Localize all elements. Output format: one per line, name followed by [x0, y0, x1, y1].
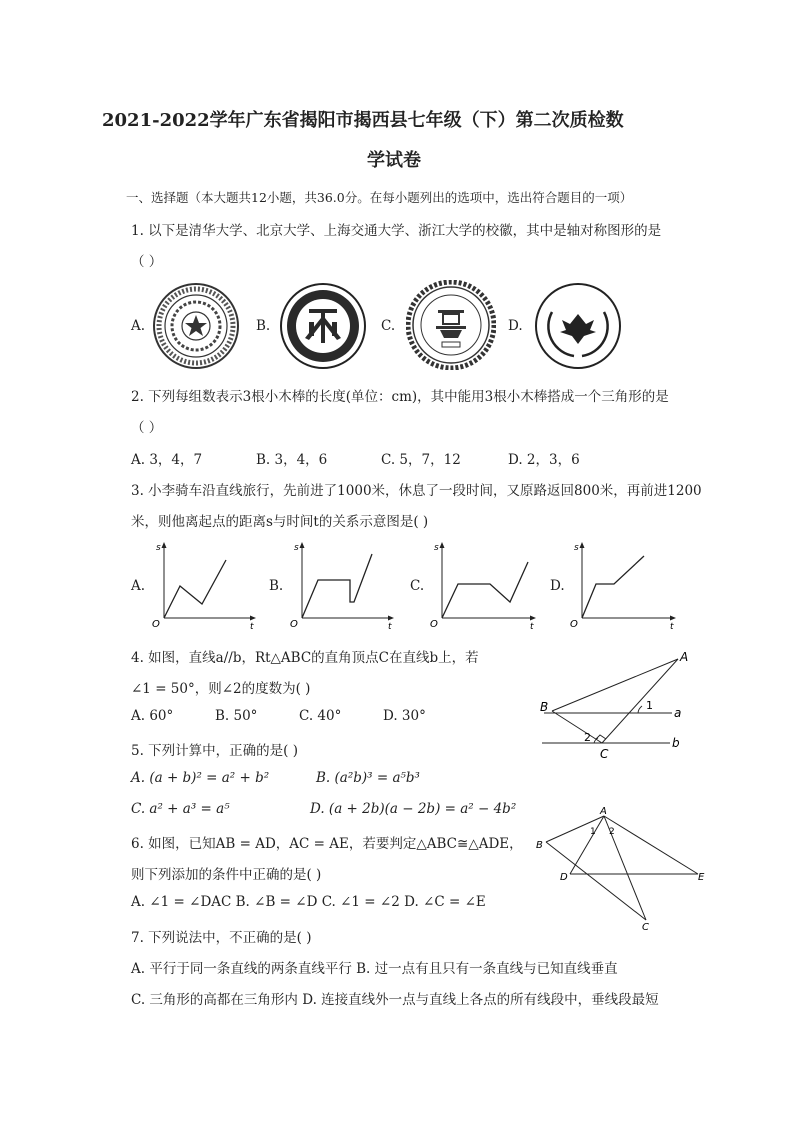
point-b-label: B: [540, 700, 549, 714]
q3-stem-cont: 米，则他离起点的距离s与时间t的关系示意图是( ): [131, 514, 429, 530]
q4-stem-cont: ∠1 = 50°，则∠2的度数为( ): [131, 681, 311, 697]
point-c-label: C: [642, 922, 649, 933]
q4-option-c: C. 40°: [299, 708, 342, 724]
axis-t-label: t: [388, 622, 392, 630]
q5-option-b: B. (a²b)³ = a⁵b³: [316, 770, 420, 786]
origin-label: O: [570, 619, 578, 630]
q3-label-b: B.: [269, 578, 284, 594]
q4-option-d: D. 30°: [383, 708, 426, 724]
q4-stem: 4. 如图，直线a//b，Rt△ABC的直角顶点C在直线b上，若: [131, 650, 479, 666]
q3-graph-d: [568, 538, 680, 630]
axis-s-label: s: [574, 543, 579, 553]
q6-stem-cont: 则下列添加的条件中正确的是( ): [131, 867, 322, 883]
zju-emblem-icon: [534, 282, 622, 370]
q3-graph-b: [288, 538, 398, 630]
angle-2-label: 2: [584, 731, 591, 744]
point-a-label: A: [600, 806, 607, 817]
axis-s-label: s: [294, 543, 299, 553]
q7-options-ab: A. 平行于同一条直线的两条直线平行 B. 过一点有且只有一条直线与已知直线垂直: [131, 961, 618, 977]
q3-stem: 3. 小李骑车沿直线旅行，先前进了1000米，休息了一段时间，又原路返回800米，再前进1200: [131, 483, 702, 499]
q1-stem: 1. 以下是清华大学、北京大学、上海交通大学、浙江大学的校徽，其中是轴对称图形的是: [131, 223, 662, 239]
q3-label-c: C.: [410, 578, 425, 594]
peking-emblem-icon: [279, 282, 367, 370]
q5-option-d: D. (a + 2b)(a − 2b) = a² − 4b²: [310, 801, 517, 817]
q4-figure: [530, 645, 700, 763]
q5-option-a: A. (a + b)² = a² + b²: [131, 770, 270, 786]
q2-option-a: A. 3，4，7: [131, 452, 203, 468]
axis-s-label: s: [434, 543, 439, 553]
point-b-label: B: [536, 840, 543, 851]
q4-option-a: A. 60°: [131, 708, 174, 724]
point-d-label: D: [560, 872, 568, 883]
section-header: 一、选择题（本大题共12小题，共36.0分。在每小题列出的选项中，选出符合题目的一项）: [126, 190, 633, 205]
axis-s-label: s: [156, 543, 161, 553]
origin-label: O: [152, 619, 160, 630]
q3-graph-a: [150, 538, 260, 630]
angle-1-label: 1: [646, 699, 653, 712]
axis-t-label: t: [250, 622, 254, 630]
q4-option-b: B. 50°: [215, 708, 258, 724]
q1-blank: （ ）: [131, 254, 163, 270]
q6-stem: 6. 如图，已知AB = AD，AC = AE，若要判定△ABC≅△ADE，: [131, 836, 523, 852]
angle-2-label: 2: [609, 827, 615, 837]
q3-graph-c: [428, 538, 540, 630]
line-b-label: b: [672, 736, 680, 750]
q2-option-c: C. 5，7，12: [381, 452, 461, 468]
q6-options: A. ∠1 = ∠DAC B. ∠B = ∠D C. ∠1 = ∠2 D. ∠C = ∠E: [131, 894, 486, 910]
sjtu-emblem-icon: [406, 280, 496, 370]
axis-t-label: t: [530, 622, 534, 630]
q2-blank: （ ）: [131, 420, 163, 436]
q2-stem: 2. 下列每组数表示3根小木棒的长度(单位：cm)，其中能用3根小木棒搭成一个三角形的是: [131, 389, 669, 405]
angle-1-label: 1: [590, 827, 596, 837]
q7-stem: 7. 下列说法中，不正确的是( ): [131, 930, 312, 946]
q5-stem: 5. 下列计算中，正确的是( ): [131, 743, 298, 759]
point-c-label: C: [600, 747, 609, 761]
q6-figure: [532, 806, 712, 934]
point-a-label: A: [680, 650, 689, 664]
q1-label-c: C.: [381, 318, 396, 334]
q5-option-c: C. a² + a³ = a⁵: [131, 801, 230, 817]
tsinghua-emblem-icon: [152, 282, 240, 370]
q7-options-cd: C. 三角形的高都在三角形内 D. 连接直线外一点与直线上各点的所有线段中，垂线段最短: [131, 992, 659, 1008]
line-a-label: a: [674, 706, 682, 720]
q2-option-b: B. 3，4，6: [256, 452, 328, 468]
q2-option-d: D. 2，3，6: [508, 452, 580, 468]
origin-label: O: [430, 619, 438, 630]
origin-label: O: [290, 619, 298, 630]
q1-label-b: B.: [256, 318, 271, 334]
paper-title-line2: 学试卷: [367, 150, 421, 171]
point-e-label: E: [698, 872, 705, 883]
q3-label-d: D.: [550, 578, 565, 594]
paper-title-line1: 2021-2022学年广东省揭阳市揭西县七年级（下）第二次质检数: [102, 110, 624, 131]
q1-label-d: D.: [508, 318, 523, 334]
q3-label-a: A.: [131, 578, 146, 594]
q1-label-a: A.: [131, 318, 146, 334]
axis-t-label: t: [670, 622, 674, 630]
